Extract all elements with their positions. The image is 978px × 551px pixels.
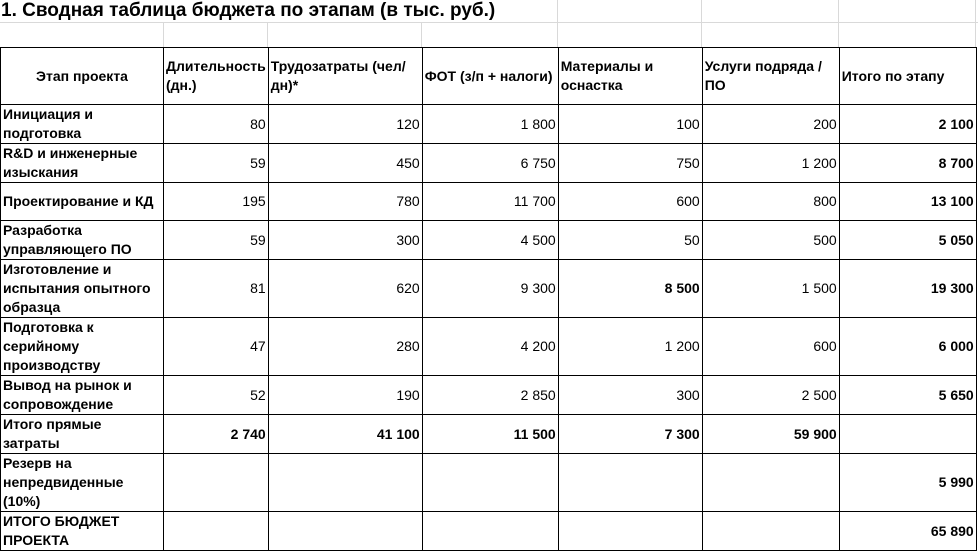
materials-cell[interactable]: 750 [558,144,702,183]
duration-cell[interactable]: 195 [164,183,269,221]
payroll-cell[interactable]: 11 500 [422,415,558,454]
gridline [0,22,978,23]
payroll-cell[interactable]: 6 750 [422,144,558,183]
stage-total-cell[interactable]: 13 100 [839,183,976,221]
header-stage[interactable]: Этап проекта [1,48,164,105]
materials-cell[interactable]: 300 [558,376,702,415]
table-row [1,183,977,221]
materials-cell[interactable] [558,512,702,551]
stage-cell[interactable]: Изготовление и испытания опытного образца [1,260,164,318]
stage-cell[interactable]: Инициация и подготовка [1,105,164,144]
services-cell[interactable]: 59 900 [702,415,839,454]
services-cell[interactable]: 1 200 [702,144,839,183]
materials-cell[interactable]: 8 500 [558,260,702,318]
header-stage-total[interactable]: Итого по этапу [839,48,976,105]
gridline [838,0,839,47]
payroll-cell[interactable] [422,512,558,551]
duration-cell[interactable] [164,454,269,512]
services-cell[interactable] [702,512,839,551]
labor-cell[interactable]: 41 100 [268,415,422,454]
table-row [1,260,977,318]
materials-cell[interactable] [558,454,702,512]
direct-costs-total-row [1,415,977,454]
stage-total-cell[interactable]: 19 300 [839,260,976,318]
duration-cell[interactable]: 52 [164,376,269,415]
duration-cell[interactable]: 81 [164,260,269,318]
stage-cell[interactable]: Проектирование и КД [1,183,164,221]
duration-cell[interactable]: 59 [164,221,269,260]
materials-cell[interactable]: 7 300 [558,415,702,454]
header-materials[interactable]: Материалы и оснастка [558,48,702,105]
services-cell[interactable] [702,454,839,512]
gridline [701,0,702,47]
stage-cell[interactable]: Итого прямые затраты [1,415,164,454]
duration-cell[interactable] [164,512,269,551]
services-cell[interactable]: 600 [702,318,839,376]
duration-cell[interactable]: 2 740 [164,415,269,454]
table-title: 1. Сводная таблица бюджета по этапам (в тыс. руб.) [1,0,496,21]
table-row [1,221,977,260]
labor-cell[interactable]: 300 [268,221,422,260]
stage-total-cell[interactable]: 6 000 [839,318,976,376]
stage-cell[interactable]: Подготовка к серийному производству [1,318,164,376]
payroll-cell[interactable]: 1 800 [422,105,558,144]
header-duration[interactable]: Длительность (дн.) [164,48,269,105]
duration-cell[interactable]: 80 [164,105,269,144]
services-cell[interactable]: 2 500 [702,376,839,415]
header-labor[interactable]: Трудозатраты (чел/дн)* [268,48,422,105]
budget-table [0,47,977,551]
table-row [1,318,977,376]
payroll-cell[interactable]: 9 300 [422,260,558,318]
stage-total-cell[interactable] [839,415,976,454]
services-cell[interactable]: 500 [702,221,839,260]
materials-cell[interactable]: 50 [558,221,702,260]
duration-cell[interactable]: 59 [164,144,269,183]
gridline [267,22,268,47]
payroll-cell[interactable]: 11 700 [422,183,558,221]
stage-total-cell[interactable]: 65 890 [839,512,976,551]
project-total-row [1,512,977,551]
stage-cell[interactable]: ИТОГО БЮДЖЕТ ПРОЕКТА [1,512,164,551]
header-payroll[interactable]: ФОТ (з/п + налоги) [422,48,558,105]
payroll-cell[interactable]: 4 500 [422,221,558,260]
payroll-cell[interactable] [422,454,558,512]
stage-total-cell[interactable]: 5 050 [839,221,976,260]
labor-cell[interactable] [268,512,422,551]
duration-cell[interactable]: 47 [164,318,269,376]
stage-total-cell[interactable]: 2 100 [839,105,976,144]
materials-cell[interactable]: 600 [558,183,702,221]
header-row [1,48,977,105]
stage-cell[interactable]: Вывод на рынок и сопровождение [1,376,164,415]
gridline [163,22,164,47]
labor-cell[interactable]: 620 [268,260,422,318]
stage-cell[interactable]: Резерв на непредвиденные (10%) [1,454,164,512]
materials-cell[interactable]: 100 [558,105,702,144]
gridline [975,0,976,47]
labor-cell[interactable]: 120 [268,105,422,144]
gridline [421,22,422,47]
services-cell[interactable]: 200 [702,105,839,144]
table-row [1,105,977,144]
labor-cell[interactable] [268,454,422,512]
labor-cell[interactable]: 280 [268,318,422,376]
table-row [1,376,977,415]
stage-total-cell[interactable]: 5 650 [839,376,976,415]
stage-total-cell[interactable]: 5 990 [839,454,976,512]
table-row [1,144,977,183]
stage-cell[interactable]: R&D и инженерные изыскания [1,144,164,183]
labor-cell[interactable]: 450 [268,144,422,183]
payroll-cell[interactable]: 2 850 [422,376,558,415]
labor-cell[interactable]: 780 [268,183,422,221]
services-cell[interactable]: 800 [702,183,839,221]
stage-cell[interactable]: Разработка управляющего ПО [1,221,164,260]
materials-cell[interactable]: 1 200 [558,318,702,376]
services-cell[interactable]: 1 500 [702,260,839,318]
reserve-row [1,454,977,512]
stage-total-cell[interactable]: 8 700 [839,144,976,183]
header-services[interactable]: Услуги подряда / ПО [702,48,839,105]
labor-cell[interactable]: 190 [268,376,422,415]
payroll-cell[interactable]: 4 200 [422,318,558,376]
gridline [557,0,558,47]
